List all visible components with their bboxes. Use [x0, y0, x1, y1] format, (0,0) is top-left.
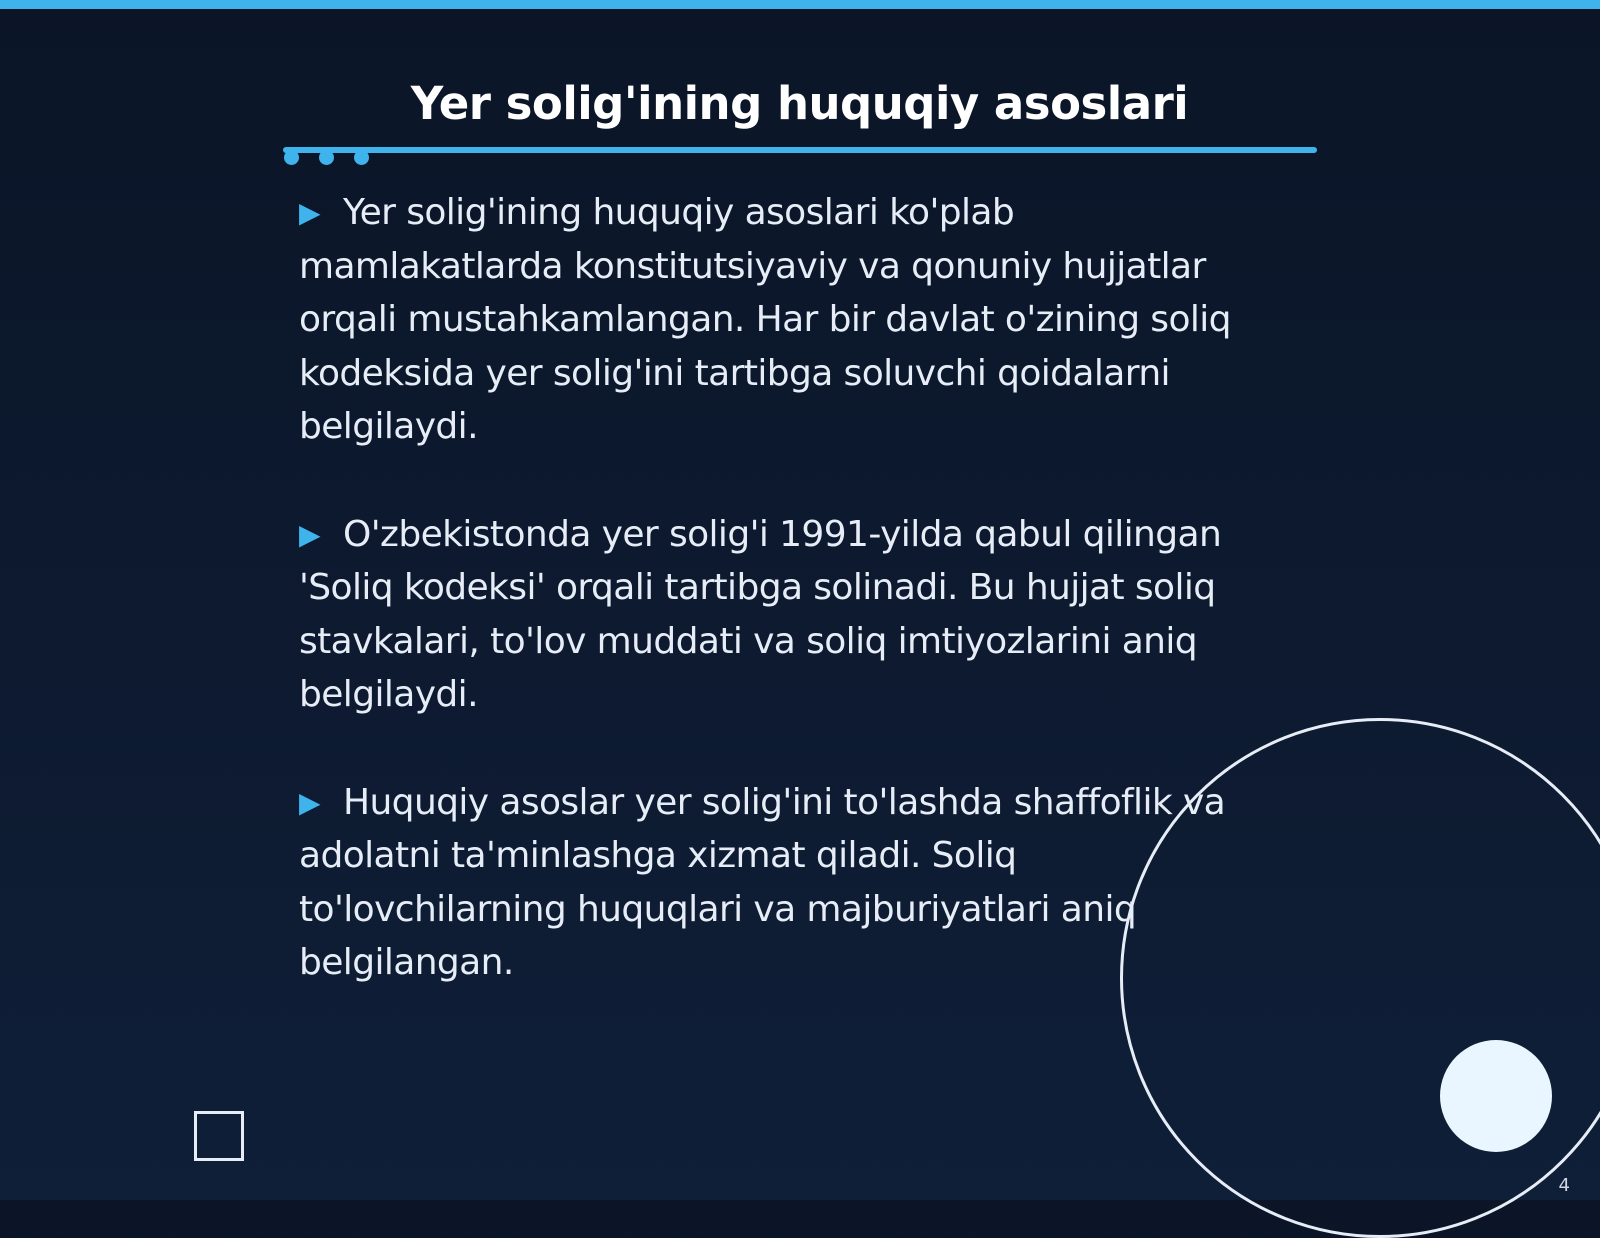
top-accent-bar — [0, 0, 1600, 9]
bullet-text: O'zbekistonda yer solig'i 1991-yilda qabul qilingan 'Soliq kodeksi' orqali tartibga solinadi. Bu hujjat soliq stavkalari, to'lov muddati va soliq imtiyozlarini aniq belgilaydi. — [299, 513, 1222, 715]
bullet-arrow-icon: ▶ — [299, 196, 320, 229]
page-number: 4 — [1558, 1175, 1570, 1196]
bullet-item — [299, 508, 1279, 722]
slide-title: Yer solig'ining huquqiy asoslari — [410, 77, 1189, 130]
bullet-arrow-icon: ▶ — [299, 517, 320, 551]
title-underline — [283, 147, 1317, 153]
underline-dot — [284, 150, 299, 165]
bullet-text: Yer solig'ining huquqiy asoslari ko'plab mamlakatlarda konstitutsiyaviy va qonuniy hujjatlar orqali mustahkamlangan. Har bir davlat o'zining soliq kodeksida yer solig'ini tartibga soluvchi qoidalarni belgilaydi. — [299, 192, 1231, 447]
underline-dot — [354, 150, 369, 165]
bullet-arrow-icon: ▶ — [299, 785, 320, 819]
decorative-dot — [1440, 1040, 1552, 1152]
underline-dot — [319, 150, 334, 165]
bullet-text: Huquqiy asoslar yer solig'ini to'lashda shaffoflik va adolatni ta'minlashga xizmat qiladi. Soliq to'lovchilarning huquqlari va majburiyatlari aniq belgilangan. — [299, 781, 1226, 983]
bullet-item — [299, 186, 1279, 454]
decorative-square — [194, 1111, 244, 1161]
